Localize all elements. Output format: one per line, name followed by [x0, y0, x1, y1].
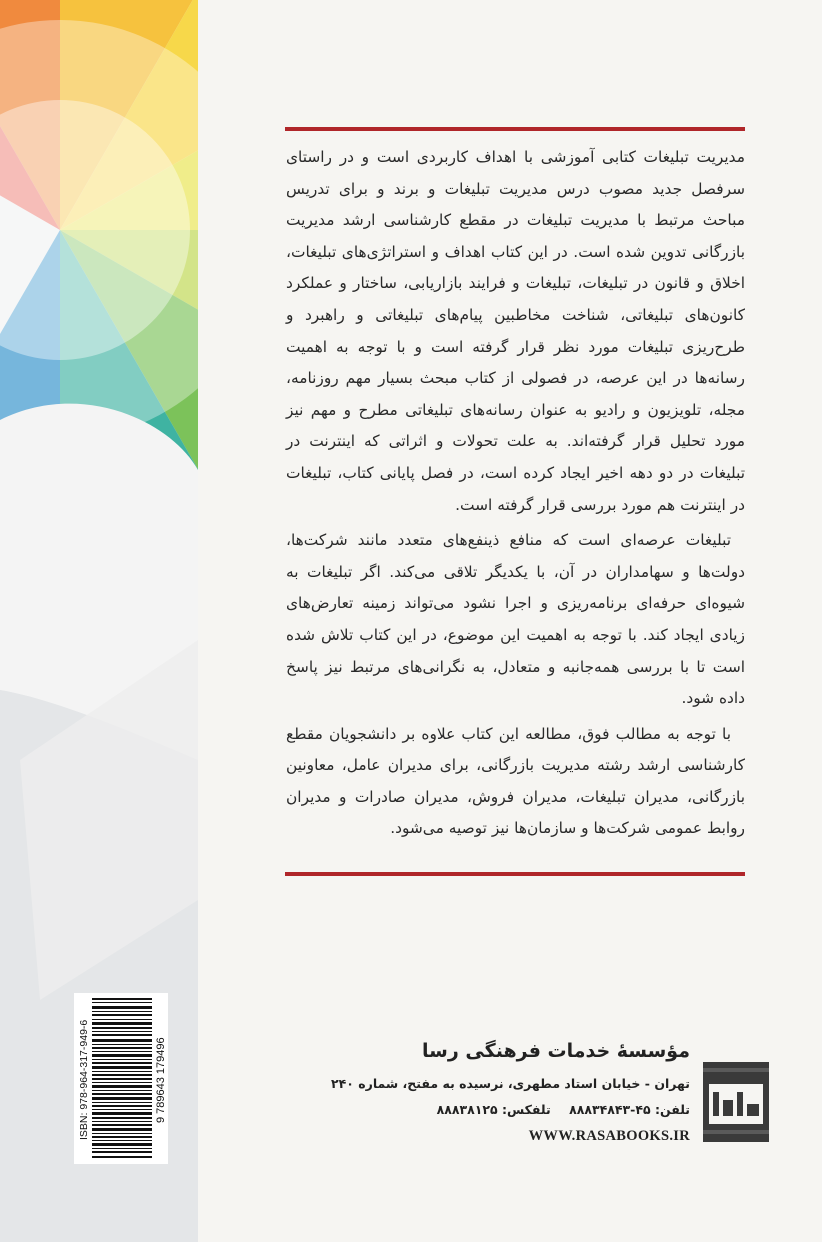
barcode-bars: [92, 998, 152, 1160]
publisher-contacts: [330, 1102, 690, 1117]
isbn-label: ISBN: 978-964-317-949-6: [78, 1019, 90, 1141]
publisher-logo-icon: [703, 1062, 769, 1142]
publisher-website: WWW.RASABOOKS.IR: [528, 1128, 690, 1144]
description-text: [286, 142, 745, 849]
publisher-phone: تلفن: ۴۵-۸۸۸۳۴۸۴۳: [569, 1102, 690, 1117]
top-divider-rule: [285, 127, 745, 131]
publisher-address: تهران - خیابان استاد مطهری، نرسیده به مفتح، شماره ۲۴۰: [331, 1076, 690, 1091]
paragraph-2: تبلیغات عرصه‌ای است که منافع ذینفع‌های متعدد مانند شرکت‌ها، دولت‌ها و سهامداران در آن، با یکدیگر تلاقی می‌کند. اگر تبلیغات به شیوه‌ای حرفه‌ای برنامه‌ریزی و اجرا نشود می‌تواند زمینه تعارض‌های زیادی ایجاد کند. با توجه به اهمیت این موضوع، در این کتاب تلاش شده است تا با بررسی همه‌جانبه و متعادل، به نگرانی‌های مرتبط نیز پاسخ داده شود.: [286, 531, 745, 708]
paragraph-1: مدیریت تبلیغات کتابی آموزشی با اهداف کاربردی است و در راستای سرفصل جدید مصوب درس مدیریت تبلیغات و برند و برای تدریس مباحث مرتبط با مدیریت تبلیغات در مقطع کارشناسی ارشد مدیریت بازرگانی تدوین شده است. در این کتاب اهداف و استراتژی‌های تبلیغات، اخلاق و قانون در تبلیغات، تبلیغات و فرایند بازاریابی، ساختار و عملکرد کانون‌های تبلیغاتی، شناخت مخاطبین پیام‌های تبلیغاتی و راهبرد و طرح‌ریزی تبلیغات مورد نظر قرار گرفته است و با توجه به اهمیت رسانه‌ها در این عرصه، در فصولی از کتاب مبحث بسیار مهم روزنامه، مجله، تلویزیون و رادیو به عنوان رسانه‌های تبلیغاتی مطرح و مهم نیز مورد تحلیل قرار گرفته‌اند. به علت تحولات و اثراتی که اینترنت در تبلیغات در دو دهه اخیر ایجاد کرده است، در فصل پایانی کتاب، تبلیغات در اینترنت هم مورد بررسی قرار گرفته است.: [286, 148, 745, 514]
isbn-digits: 9 789643 179496: [155, 1037, 167, 1123]
publisher-fax: تلفکس: ۸۸۸۳۸۱۲۵: [436, 1102, 551, 1117]
publisher-name: مؤسسهٔ خدمات فرهنگی رسا: [422, 1040, 690, 1062]
paragraph-3: با توجه به مطالب فوق، مطالعه این کتاب علاوه بر دانشجویان مقطع کارشناسی ارشد رشته مدیریت بازرگانی، برای مدیران عامل، معاونین بازرگانی، مدیران تبلیغات، مدیران فروش، مدیران صادرات و مدیران روابط عمومی شرکت‌ها و سازمان‌ها نیز توصیه می‌شود.: [286, 724, 745, 838]
bottom-divider-rule: [285, 872, 745, 876]
